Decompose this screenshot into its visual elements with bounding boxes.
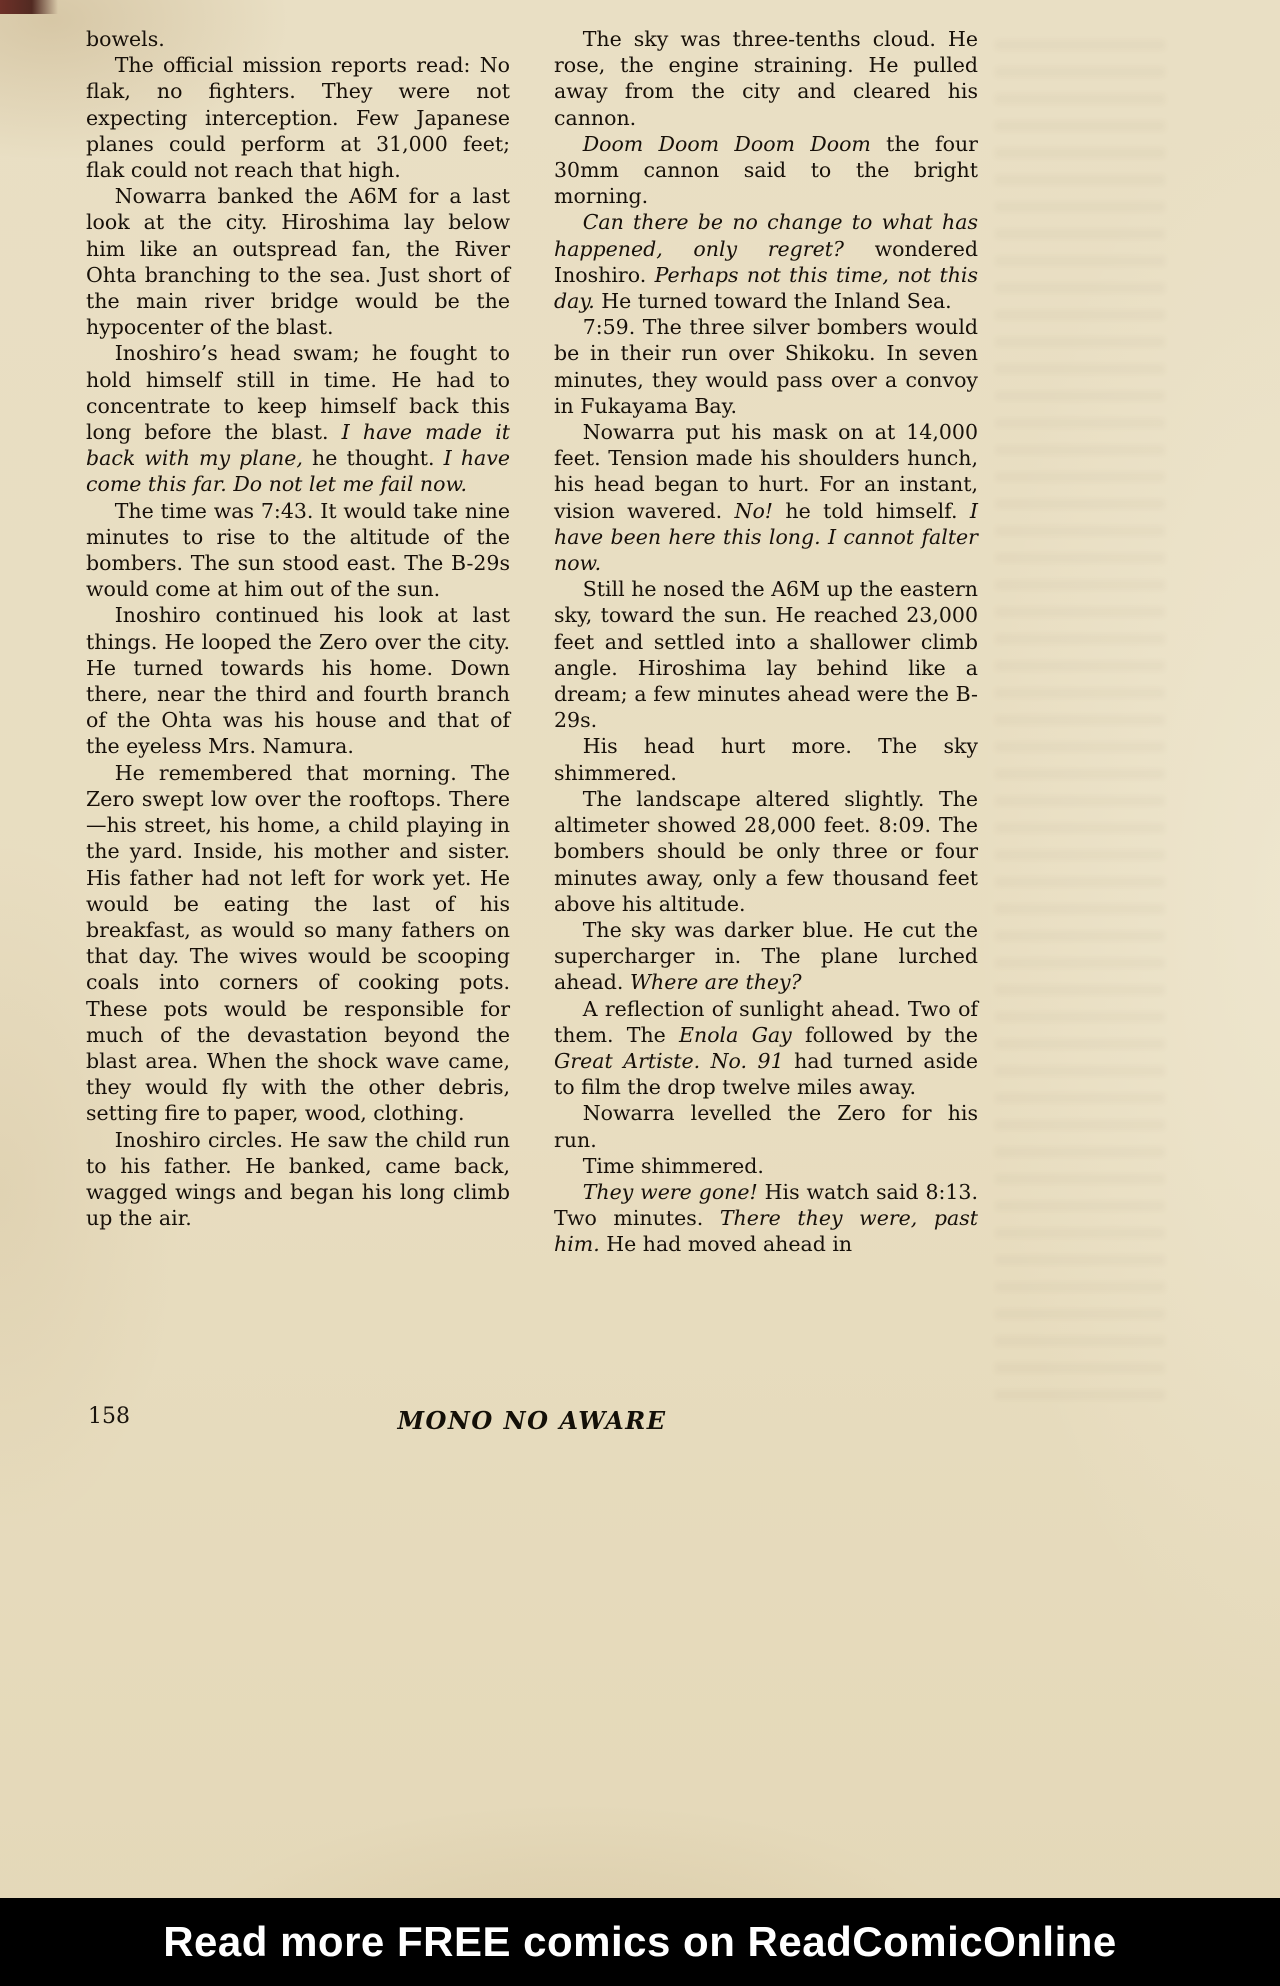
banner-link-text[interactable]: Read more FREE comics on ReadComicOnline [163, 1918, 1117, 1965]
text-run: Inoshiro circles. He saw the child run to his father. He banked, came back, wagged wings and began his long climb up the air. [86, 1127, 510, 1231]
text-run: Inoshiro’s head swam; he fought to hold himself still in time. He had to concentrate to keep himself back this long before the blast. [86, 341, 510, 445]
text-run: Time shimmered. [582, 1153, 764, 1178]
text-run: His head hurt more. The sky shimmered. [554, 734, 978, 785]
text-run: Still he nosed the A6M up the eastern sky, toward the sun. He reached 23,000 feet and settled into a shallower climb angle. Hiroshima lay behind like a dream; a few minutes ahead were the B-29s. [554, 577, 978, 733]
text-run: Nowarra banked the A6M for a last look at the city. Hiroshima lay below him like an outspread fan, the River Ohta branching to the sea. Just short of the main river bridge would be the hypocenter of the blast. [86, 184, 510, 340]
text-run: Where are they? [629, 970, 802, 995]
text-run: Enola Gay [679, 1022, 792, 1047]
readcomiconline-banner[interactable] [0, 1898, 1280, 1986]
page-footer [86, 1400, 978, 1440]
paragraph [554, 996, 978, 1101]
text-area [86, 26, 978, 1258]
paragraph [554, 131, 978, 210]
paragraph [554, 419, 978, 576]
text-run: Perhaps not this time, not this day. [554, 262, 978, 314]
paragraph [554, 26, 978, 131]
text-run: I have come this far. Do not let me fail now. [86, 446, 510, 497]
text-run: he thought. [302, 446, 444, 471]
paragraph [86, 498, 510, 603]
paragraph [86, 340, 510, 497]
text-run: Can there be no change to what has happened, only regret? [554, 210, 978, 261]
paragraph [554, 1100, 978, 1152]
paragraph [86, 760, 510, 1127]
text-run: The landscape altered slightly. The altimeter showed 28,000 feet. 8:09. The bombers should be only three or four minutes away, only a few thousand feet above his altitude. [554, 786, 978, 916]
text-run: A reflection of sunlight ahead. Two of them. The [554, 996, 978, 1047]
text-run: The sky was three-tenths cloud. He rose, the engine straining. He pulled away from the city and cleared his cannon. [554, 27, 978, 130]
paragraph [86, 26, 510, 52]
text-run: The official mission reports read: No flak, no fighters. They were not expecting interception. Few Japanese planes could perform at 31,000 feet; flak could not reach that high. [86, 53, 510, 183]
paragraph [554, 576, 978, 733]
text-run: followed by the [791, 1022, 979, 1047]
paragraph [554, 1179, 978, 1258]
text-run: There they were, past him. [554, 1206, 978, 1257]
text-run: They were gone! [582, 1179, 758, 1204]
page-number: 158 [88, 1404, 130, 1429]
text-run: His watch said 8:13. Two minutes. [554, 1179, 978, 1231]
scan-corner-mark [0, 0, 58, 14]
text-run: bowels. [86, 27, 165, 51]
text-run: Inoshiro continued his look at last things. He looped the Zero over the city. He turned towards his home. Down there, near the third and fourth branch of the Ohta was his house and that of the eyeless Mrs. Namura. [86, 603, 510, 759]
paragraph [86, 52, 510, 183]
paragraph [554, 1153, 978, 1179]
text-column-left [86, 26, 510, 1258]
text-run: Doom Doom Doom Doom [582, 131, 871, 156]
text-run: he told himself. [773, 498, 970, 523]
text-run: 7:59. The three silver bombers would be in their run over Shikoku. In seven minutes, they would pass over a convoy in Fukayama Bay. [554, 315, 978, 418]
paragraph [86, 602, 510, 759]
text-run: the four 30mm cannon said to the bright morning. [554, 131, 978, 209]
text-run: He remembered that morning. The Zero swept low over the rooftops. There—his street, his home, a child playing in the yard. Inside, his mother and sister. His father had not left for work yet. He would be eating the last of his breakfast, as would so many fathers on that day. The wives would be scooping coals into corners of cooking pots. These pots would be responsible for much of the devastation beyond the blast area. When the shock wave came, they would fly with the other debris, setting fire to paper, wood, clothing. [86, 760, 510, 1126]
text-run: I have been here this long. I cannot falter now. [554, 498, 978, 576]
text-column-right [554, 26, 978, 1258]
text-run: He turned toward the Inland Sea. [594, 289, 952, 314]
text-run: Great Artiste. No. 91 [554, 1048, 784, 1073]
paper-showthrough-texture [995, 40, 1165, 1410]
text-run: The sky was darker blue. He cut the supercharger in. The plane lurched ahead. [554, 917, 978, 995]
text-run: He had moved ahead in [599, 1232, 853, 1257]
paragraph [554, 209, 978, 314]
text-run: No! [734, 498, 774, 523]
text-run: Nowarra levelled the Zero for his run. [554, 1101, 978, 1152]
paragraph [86, 1127, 510, 1232]
text-run: had turned aside to film the drop twelve miles away. [554, 1048, 978, 1100]
paragraph [554, 733, 978, 785]
text-run: I have made it back with my plane, [86, 420, 510, 471]
text-run: Nowarra put his mask on at 14,000 feet. Tension made his shoulders hunch, his head began to hurt. For an instant, vision wavered. [554, 420, 978, 523]
paragraph [554, 314, 978, 419]
running-title: MONO NO AWARE [397, 1406, 667, 1435]
text-run: wondered Inoshiro. [554, 236, 978, 287]
paragraph [554, 917, 978, 996]
paragraph [86, 183, 510, 340]
text-run: The time was 7:43. It would take nine minutes to rise to the altitude of the bombers. The sun stood east. The B-29s would come at him out of the sun. [86, 498, 510, 602]
paragraph [554, 786, 978, 917]
